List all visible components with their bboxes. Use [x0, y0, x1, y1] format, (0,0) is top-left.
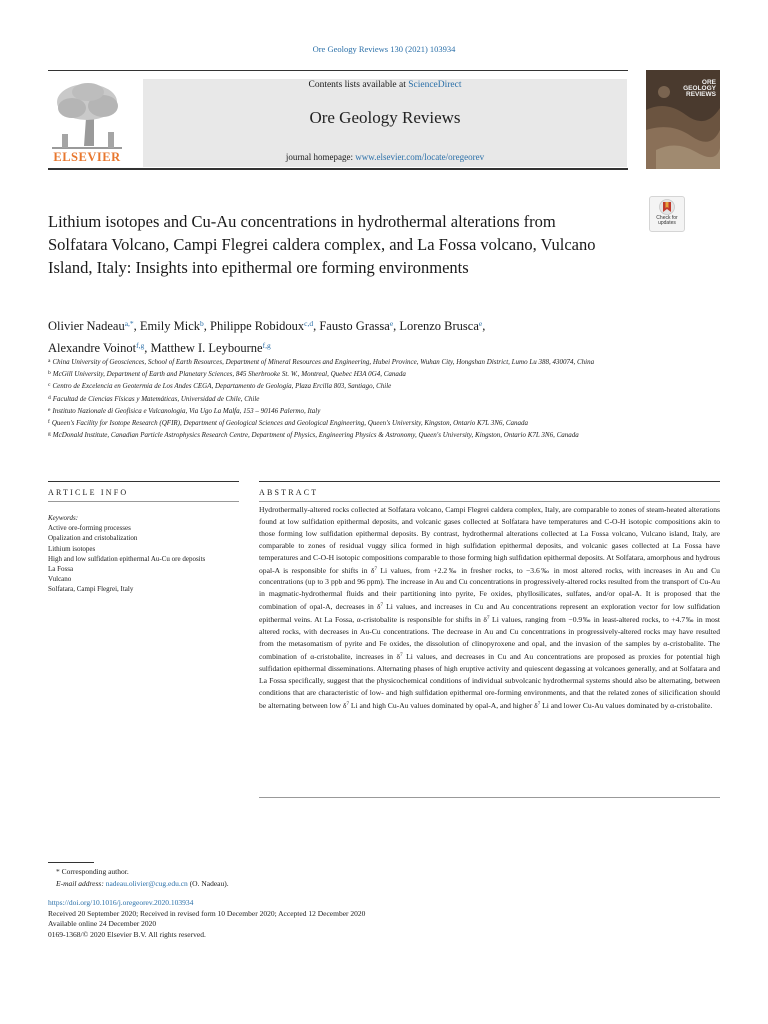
- author-name[interactable]: Olivier Nadeau: [48, 319, 125, 333]
- author-separator: ,: [144, 341, 151, 355]
- abstract-rule: [259, 481, 720, 482]
- affiliation-mark: d: [48, 394, 51, 401]
- affiliation-mark: e: [48, 406, 51, 413]
- corresponding-line: [56, 866, 229, 878]
- affiliation-mark: a: [48, 358, 51, 364]
- author-separator: ,: [393, 319, 400, 333]
- author-name[interactable]: Alexandre Voinot: [48, 341, 137, 355]
- author-separator: ,: [482, 319, 486, 333]
- corresponding-author-footnote: [56, 866, 229, 890]
- footnote-marker: *: [56, 867, 60, 876]
- affiliation-item: [48, 380, 638, 392]
- journal-homepage-line: [143, 152, 627, 162]
- affiliation-text: Instituto Nazionale di Geofisica e Vulcanologia, Via Ugo La Malfa, 153 – 90146 Palermo, Italy: [52, 406, 321, 415]
- keyword-item: Active ore-forming processes: [48, 524, 131, 533]
- article-title: Lithium isotopes and Cu-Au concentrations in hydrothermal alterations from Solfatara Volcano, Campi Flegrei caldera complex, and La Fossa volcano, Vulcano Island, Italy: Insights into epithermal ore forming environments: [48, 212, 596, 277]
- affiliation-text: Centro de Excelencia en Geotermia de Los Andes CEGA, Departamento de Geología, Plaza Ercilla 803, Santiago, Chile: [52, 382, 392, 391]
- sciencedirect-link[interactable]: ScienceDirect: [408, 80, 462, 90]
- author-affiliation-marker[interactable]: f,g: [136, 341, 145, 350]
- homepage-link[interactable]: www.elsevier.com/locate/oregeorev: [355, 152, 485, 162]
- affiliation-mark: b: [48, 370, 51, 377]
- affiliation-item: [48, 417, 638, 429]
- check-for-updates-button[interactable]: [649, 196, 685, 232]
- affiliation-text: McGill University, Department of Earth and Planetary Sciences, 845 Sherbrooke St. W., Montreal, Quebec H3A 0G4, Canada: [52, 370, 406, 379]
- author-name[interactable]: Matthew I. Leybourne: [150, 341, 263, 355]
- publisher-wordmark: ELSEVIER: [53, 150, 121, 164]
- doi-link[interactable]: https://doi.org/10.1016/j.oregeorev.2020.103934: [48, 898, 194, 907]
- affiliation-list: [48, 356, 638, 441]
- affiliation-item: [48, 393, 638, 405]
- bookmark-icon: [650, 197, 684, 217]
- affiliation-mark: c: [48, 382, 51, 389]
- article-info-heading: ARTICLE INFO: [48, 488, 129, 497]
- received-dates: Received 20 September 2020; Received in revised form 10 December 2020; Accepted 12 December 2020: [48, 908, 366, 918]
- affiliation-text: Queen's Facility for Isotope Research (QFIR), Department of Geological Sciences and Geological Engineering, Queen's University, Kingston, Ontario K7L 3N6, Canada: [51, 419, 529, 428]
- affiliation-text: China University of Geosciences, School of Earth Resources, Department of Mineral Resources and Engineering, Hubei Province, Wuhan City, Hongshan District, Lumo Lu 388, 430074, China: [52, 358, 595, 366]
- author-separator: ,: [313, 319, 320, 333]
- email-label: E-mail address:: [56, 879, 104, 888]
- author-affiliation-marker[interactable]: b: [200, 319, 204, 328]
- footnote-rule: [48, 862, 94, 863]
- affiliation-item: [48, 429, 638, 441]
- article-info-subrule: [48, 501, 239, 502]
- abstract-bottom-rule: [259, 797, 720, 798]
- abstract-segment: Li values, ranging from −0.9‰ in least-altered rocks, to +4.7‰ in most altered rocks, with decreases in Au-Cu concentrations. The decrease in Au and Cu concentrations in progressively-altered rocks may have resulted from the metasomatism of pyrite and Fe oxides, the dissolution of clinopyroxene and opal, and the invasion of the samples by α-cristobalite. The combination of α-cristobalite, increases in δ: [259, 615, 720, 661]
- author-separator: ,: [203, 319, 210, 333]
- abstract-segment: Li and high Cu-Au values dominated by opal-A, and higher δ: [349, 700, 538, 710]
- isotope-superscript: 7: [374, 566, 378, 572]
- corresponding-label: Corresponding author.: [61, 867, 129, 876]
- isotope-superscript: 7: [380, 603, 383, 609]
- keyword-item: Opalization and cristobalization: [48, 534, 138, 543]
- affiliation-mark: g: [48, 431, 51, 438]
- isotope-superscript: 7: [486, 616, 490, 622]
- email-link[interactable]: nadeau.olivier@cug.edu.cn: [105, 879, 188, 888]
- contents-line: [143, 80, 627, 90]
- isotope-superscript: 7: [346, 701, 349, 707]
- author-list: [48, 314, 608, 358]
- author-affiliation-marker[interactable]: e: [389, 319, 394, 328]
- keyword-list: [48, 523, 236, 594]
- isotope-superscript: 7: [537, 701, 541, 707]
- abstract-segment: Li values, and increases in Cu and Au concentrations represent an exploration vector for low sulfidation epithermal veins. At La Fossa, α-cristobalite is responsible for shifts in δ: [259, 602, 720, 625]
- author-separator: ,: [133, 319, 140, 333]
- author-name[interactable]: Emily Mick: [139, 319, 200, 333]
- abstract-segment: Li values, and decreases in Cu and Au concentrations are proposed as proxies for potential high sulfidation epithermal disseminations. Alternating phases of high eruptive activity and quiescent degassing at volcanoes generally, and at Solfatara and La Fossa specifically, suggest that the physicochemical conditions of individual subvolcanic hydrothermal systems should also be alternating, between conditions that are characteristic of low- and high sulfidation epithermal ore-forming environments, and that the related zones of silicification should be alternating between low δ: [259, 651, 720, 710]
- affiliation-item: [48, 368, 638, 380]
- keyword-item: Lithium isotopes: [48, 544, 96, 553]
- article-info-rule: [48, 481, 239, 482]
- author-name[interactable]: Lorenzo Brusca: [399, 319, 479, 333]
- author-affiliation-marker[interactable]: a,*: [124, 319, 134, 328]
- available-online: Available online 24 December 2020: [48, 919, 157, 928]
- check-for-updates-label: Check for updates: [656, 215, 678, 226]
- cover-title: ORE GEOLOGY REVIEWS: [683, 79, 716, 98]
- abstract-text: [259, 504, 720, 711]
- email-owner: (O. Nadeau).: [189, 879, 229, 888]
- abstract-heading: ABSTRACT: [259, 488, 319, 497]
- header-rule-top: [48, 70, 628, 71]
- affiliation-item: [48, 405, 638, 417]
- keyword-item: Vulcano: [48, 575, 72, 584]
- journal-title: Ore Geology Reviews: [309, 108, 461, 127]
- affiliation-mark: f: [48, 419, 50, 426]
- journal-cover-image: [646, 70, 720, 169]
- author-name[interactable]: Philippe Robidoux: [210, 319, 305, 333]
- author-affiliation-marker[interactable]: f,g: [262, 341, 271, 350]
- abstract-segment: Hydrothermally-altered rocks collected at Solfatara volcano, Campi Flegrei caldera complex, Italy, are comparable to zones of steam-heated alterations found at low sulfidation epithermal deposits, and volcanic gases collected at Solfatara have temperatures and C-O-H isotopic compositions akin to those forming low sulfidation epithermal deposits. By contrast, hydrothermal alterations collected at La Fossa volcano, Vulcano island, Italy, are comparable to zones of residual vuggy silica formed in high sulfidation epithermal deposits, and volcanic gases collected at La Fossa have temperatures and C-O-H isotopic compositions comparable to those forming high sulfidation epithermal deposits. At Solfatara, amorphous and hydrous opal-A is responsible for shifts in δ: [259, 505, 720, 575]
- email-line: [56, 878, 229, 890]
- keyword-item: Solfatara, Campi Flegrei, Italy: [48, 585, 134, 594]
- affiliation-item: [48, 356, 638, 368]
- affiliation-text: Facultad de Ciencias Físicas y Matemáticas, Universidad de Chile, Chile: [52, 394, 260, 403]
- author-affiliation-marker[interactable]: e: [478, 319, 483, 328]
- homepage-prefix: journal homepage:: [285, 152, 356, 162]
- keyword-item: High and low sulfidation epithermal Au-Cu ore deposits: [48, 554, 206, 563]
- abstract-segment: Li and lower Cu-Au values dominated by α-cristobalite.: [540, 700, 713, 710]
- abstract-segment: Li values, from +2.2‰ in fresher rocks, to −3.6‰ in most altered rocks, with increases in Au and Cu concentrations (up to 3 ppb and 96 ppm). The increase in Au and Cu concentrations in progressively-altered rocks resulted from the transport of Cu-Au in magmatic-hydrothermal fluids and their partitioning into pyrite, Fe oxides, phyllosilicates, sulfates, and/or opal-A. It is proposed that the combination of opal-A, decreases in δ: [259, 565, 720, 612]
- header-rule-bottom: [48, 168, 628, 170]
- keywords-label: Keywords:: [48, 514, 79, 522]
- abstract-subrule: [259, 501, 720, 502]
- journal-reference[interactable]: Ore Geology Reviews 130 (2021) 103934: [312, 44, 456, 54]
- author-name[interactable]: Fausto Grassa: [319, 319, 390, 333]
- contents-prefix: Contents lists available at: [308, 80, 409, 90]
- author-affiliation-marker[interactable]: c,d: [304, 319, 314, 328]
- isotope-superscript: 7: [400, 652, 403, 658]
- keyword-item: La Fossa: [48, 565, 74, 574]
- copyright: 0169-1368/© 2020 Elsevier B.V. All rights reserved.: [48, 929, 206, 939]
- affiliation-text: McDonald Institute, Canadian Particle Astrophysics Research Centre, Department of Physics, Engineering Physics & Astronomy, Queen's University, Kingston, Ontario K7L 3N6, Canada: [52, 431, 579, 440]
- publication-info: [48, 898, 365, 940]
- keywords-block: [48, 513, 236, 595]
